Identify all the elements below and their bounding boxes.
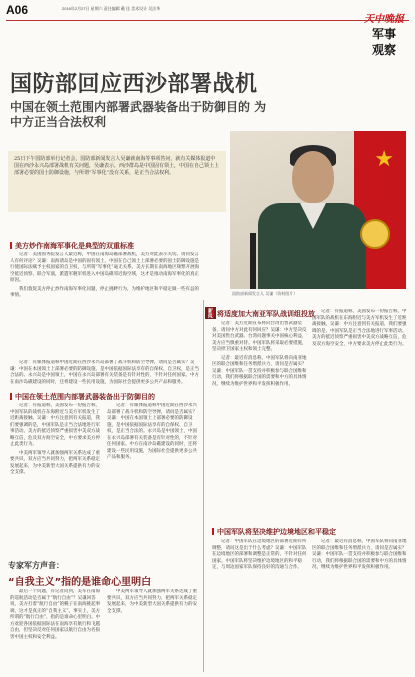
paragraph: 记者：最近有消息称，中国军队将向南亚地区的联合国维和任务增派兵力，请问是否属实？吴谦：中国军队一贯支持并积极参与联合国维和行动，我们将根据联合国的需要和中方的具体情况，继续为维护世界和平发挥积极作用。 <box>312 539 407 570</box>
subhead: 中国在领土范围内部署武器装备出于防御目的 为中方正当合法权利 <box>10 100 267 129</box>
paragraph: 记者：有报道称，美国发布一份报告称，中国军队的战机在东海附近与美方军机发生了近距离接触。吴谦：中方注意到有关报道，我们要强调的是，中国军队是正当合法地进行军事活动。美方的抵近侦察严重损害中美双方战略互信，危及双方海空安全，中方要求美方停止此类行为。 <box>10 403 100 447</box>
column-2-left <box>10 403 102 553</box>
section-heading-3: 将适度加大南亚军队战训组投放 <box>212 309 315 319</box>
section-heading-1: 美方炒作南海军事化是典型的双重标准 <box>10 241 134 251</box>
column-1 <box>10 252 200 360</box>
brand-logo: 天中晚报 <box>364 14 404 25</box>
paragraph: 记者：有报道称，美国发布一份报告称，中国军队的战机在东海附近与美方军机发生了近距离接触。吴谦：中方注意到有关报道，我们要强调的是，中国军队是正当合法地进行军事活动。美方的抵近侦察严重损害中美双方战略互信，危及双方海空安全，中方要求美方停止此类行为。 <box>312 309 407 347</box>
expert-title: “自我主义”指的是谁命心里明白 <box>8 577 152 588</box>
expert-column-left <box>10 589 102 673</box>
expert-column-right <box>107 589 200 673</box>
sidebar-tag: 新闻 <box>205 307 216 319</box>
paragraph: 我们敦促美方停止炒作南海军事化问题，停止挑衅行为，为维护地区和平稳定做一些有益的事情。 <box>10 286 199 298</box>
section-heading-4: 中国军队将坚决维护边境地区和平稳定 <box>212 527 336 537</box>
headline: 国防部回应西沙部署战机 <box>10 72 258 97</box>
column-3-left <box>212 321 308 521</box>
paragraph: 记者：美国国务院发言人最近称，中国在南海岛礁部署战机，美方对此表示关切。请问发言人有何评论？吴谦：南海诸岛是中国的固有领土，中国在自己领土上部署必要的国土防御设施是行使国际法赋予主权国家的自卫权，与所谓“军事化”毫无关系。美方长期在南海地区频繁开展海空抵近侦察、联合军演，派遣军舰军机进入中国岛礁邻近海空域，这才是推动南海军事化的真正原因。 <box>10 252 200 283</box>
flag-star: ★ <box>374 147 394 172</box>
dateline: 2016年2月27日 星期六 责任编辑 戴 佳 美术设计 吴法华 <box>62 6 161 11</box>
paragraph: 记者：有媒体报道称中国近期在西沙永兴岛部署了战斗机和防空导弹，请问是否属实？吴谦：中国在本国领土上部署必要的防御设施，是中国依据国际法享有的自保权、自卫权，是正当合法的。永兴岛是中国领土，中国在永兴岛部署有关装备是有针对性的，不针对任何国家。中方在南沙岛礁建设的同时，还将建设一些民用设施，为国际社会提供更多公共产品和服务。 <box>10 360 199 385</box>
lead-box <box>8 151 226 212</box>
column-1b <box>10 360 200 388</box>
column-4-right <box>312 539 408 673</box>
section-title-2: 观察 <box>371 43 396 57</box>
paragraph: 最后一个问题，有记者问到，美军在南海的巡航活动是否属于“航行自由”？吴谦回答说，美方打着“航行自由”的幌子在南海挑起事端，这才是真正的“自我主义”。事实上，美方所谓的“航行自由”，指的是谁命心里明白。中方欢迎各国依据国际法在南海享有航行和飞越自由，但坚决反对任何国家以航行自由为名损害中国主权和安全利益。 <box>10 589 101 640</box>
paragraph: 记者：中国军队在边境地区的部署近期有所调整，请问这是出于什么考虑？吴谦：中国军队在边境地区的部署和调整是正常的，不针对任何国家。中国军队将坚决维护边境地区的和平稳定，与周边国家军队保持良好的沟通与合作。 <box>212 539 307 570</box>
column-4-left <box>212 539 308 673</box>
microphone <box>250 233 256 289</box>
emblem <box>360 219 390 249</box>
paragraph: 记者：有媒体报道称中国近期在西沙永兴岛部署了战斗机和防空导弹，请问是否属实？吴谦：中国在本国领土上部署必要的防御设施，是中国依据国际法享有的自保权、自卫权，是正当合法的。永兴岛是中国领土，中国在永兴岛部署有关装备是有针对性的，不针对任何国家。中方在南沙岛礁建设的同时，还将建设一些民用设施，为国际社会提供更多公共产品和服务。 <box>107 403 197 460</box>
column-3-right <box>312 309 408 521</box>
expert-kicker: 专家军方声音： <box>8 561 64 570</box>
spokesman-photo <box>230 131 406 289</box>
section-heading-2: 中国在领土范围内部署武器装备出于防御目的 <box>10 392 155 402</box>
top-rule <box>6 20 409 21</box>
column-2-right <box>107 403 200 553</box>
paragraph: 中美两军领导人就加强两军关系达成了重要共识，双方应当共同努力，把两军关系稳定发展起来，为中美新型大国关系提供有力的安全支撑。 <box>10 450 100 475</box>
paragraph: 记者：美方近期宣布将向台湾出售武器装备，请问中方对此有何回应？吴谦：中方坚决反对美国售台武器。台湾问题事关中国核心利益，美方应当慎重对待。中国军队将采取必要措施，坚决捍卫国家主权和领土完整。 <box>212 321 307 352</box>
paragraph: 记者：最近有消息称，中国军队将向南亚地区的联合国维和任务增派兵力，请问是否属实？吴谦：中国军队一贯支持并积极参与联合国维和行动，我们将根据联合国的需要和中方的具体情况，继续为维护世界和平发挥积极作用。 <box>212 355 307 387</box>
photo-caption: 国防部新闻发言人 吴谦（资料图片） <box>232 291 298 296</box>
column-divider <box>203 300 204 672</box>
lead-text: 25日下午国防部举行记者会，国防部新闻发言人吴谦就南海等事项答问，就有关媒体报道中国在西沙永兴岛部署战机有关问题，吴谦表示，西沙群岛是中国固有领土，中国在自己领土上部署必要的国土防御设施，与所谓“军事化”没有关系，是正当合法权利。 <box>14 156 220 176</box>
paragraph: 中美两军领导人就加强两军关系达成了重要共识，双方应当共同努力，把两军关系稳定发展起来，为中美新型大国关系提供有力的安全支撑。 <box>107 589 197 614</box>
masthead <box>359 10 409 57</box>
section-title-1: 军事 <box>371 27 396 41</box>
page-number: A06 <box>6 3 29 17</box>
